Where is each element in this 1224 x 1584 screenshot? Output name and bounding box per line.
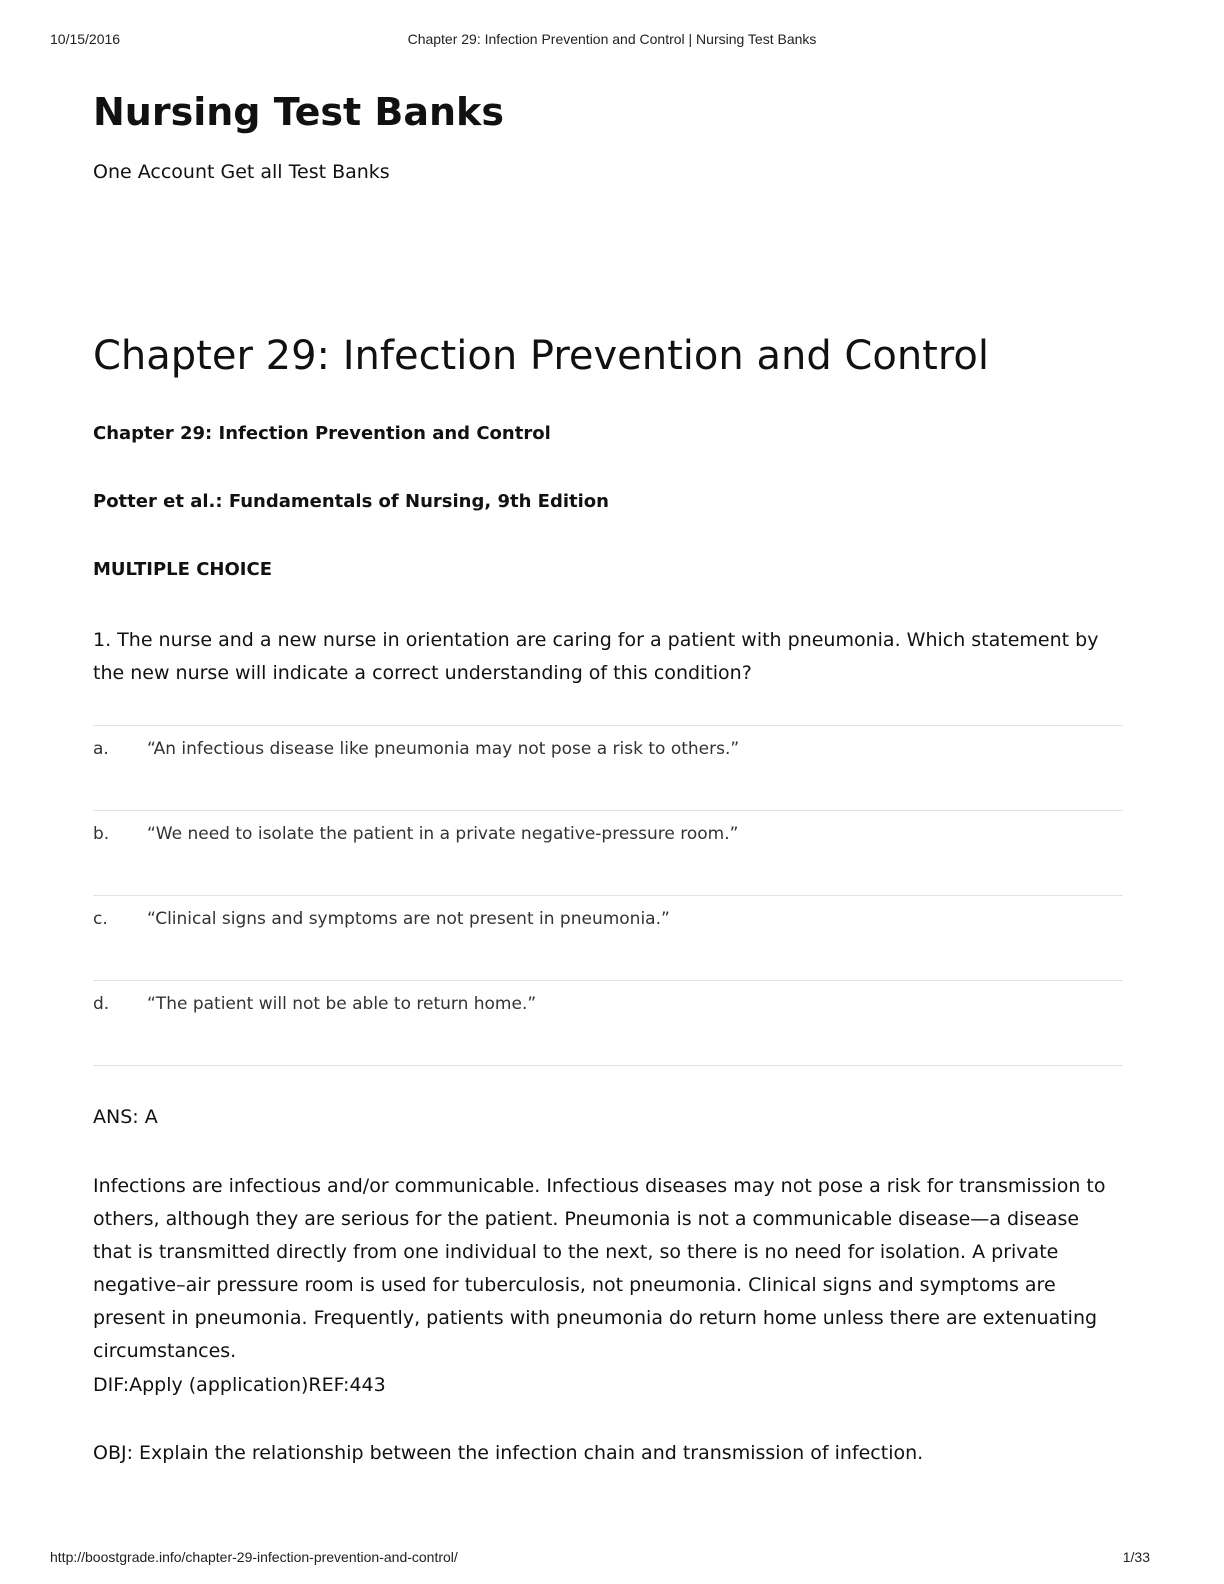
objective-text: OBJ: Explain the relationship between the infection chain and transmission of infection. (93, 1442, 924, 1464)
option-text: “We need to isolate the patient in a private negative-pressure room.” (147, 824, 739, 844)
option-text: “Clinical signs and symptoms are not present in pneumonia.” (147, 909, 670, 929)
print-date: 10/15/2016 (50, 31, 121, 47)
book-reference: Potter et al.: Fundamentals of Nursing, 9th Edition (93, 491, 609, 512)
site-title[interactable]: Nursing Test Banks (93, 90, 504, 134)
option-row-b (93, 811, 1123, 896)
site-tagline: One Account Get all Test Banks (93, 161, 390, 183)
print-footer (50, 1549, 1174, 1567)
difficulty-reference: DIF:Apply (application)REF:443 (93, 1374, 386, 1396)
option-letter: c. (93, 909, 108, 929)
article-title: Chapter 29: Infection Prevention and Control (93, 333, 990, 379)
option-text: “The patient will not be able to return home.” (147, 994, 537, 1014)
option-row-a (93, 726, 1123, 811)
print-page-number: 1/33 (1122, 1549, 1150, 1565)
answer-options-table (93, 725, 1123, 1066)
option-letter: b. (93, 824, 110, 844)
option-letter: a. (93, 739, 109, 759)
article-subheading: Chapter 29: Infection Prevention and Control (93, 423, 551, 444)
print-page-title: Chapter 29: Infection Prevention and Control | Nursing Test Banks (407, 31, 817, 47)
print-url: http://boostgrade.info/chapter-29-infection-prevention-and-control/ (50, 1549, 458, 1565)
option-row-d (93, 981, 1123, 1066)
print-header (50, 31, 1174, 49)
option-letter: d. (93, 994, 110, 1014)
option-row-c (93, 896, 1123, 981)
question-text: 1. The nurse and a new nurse in orientation are caring for a patient with pneumonia. Which statement by the new nurse will indicate a correct understanding of this condition? (93, 629, 1099, 684)
section-heading: MULTIPLE CHOICE (93, 559, 272, 580)
answer-key: ANS: A (93, 1106, 158, 1128)
rationale-text: Infections are infectious and/or communicable. Infectious diseases may not pose a risk for transmission to others, although they are serious for the patient. Pneumonia is not a communicable disease—a disease that is transmitted directly from one individual to the next, so there is no need for isolation. A private negative–air pressure room is used for tuberculosis, not pneumonia. Clinical signs and symptoms are present in pneumonia. Frequently, patients with pneumonia do return home unless there are extenuating circumstances. (93, 1175, 1106, 1362)
option-text: “An infectious disease like pneumonia may not pose a risk to others.” (147, 739, 740, 759)
